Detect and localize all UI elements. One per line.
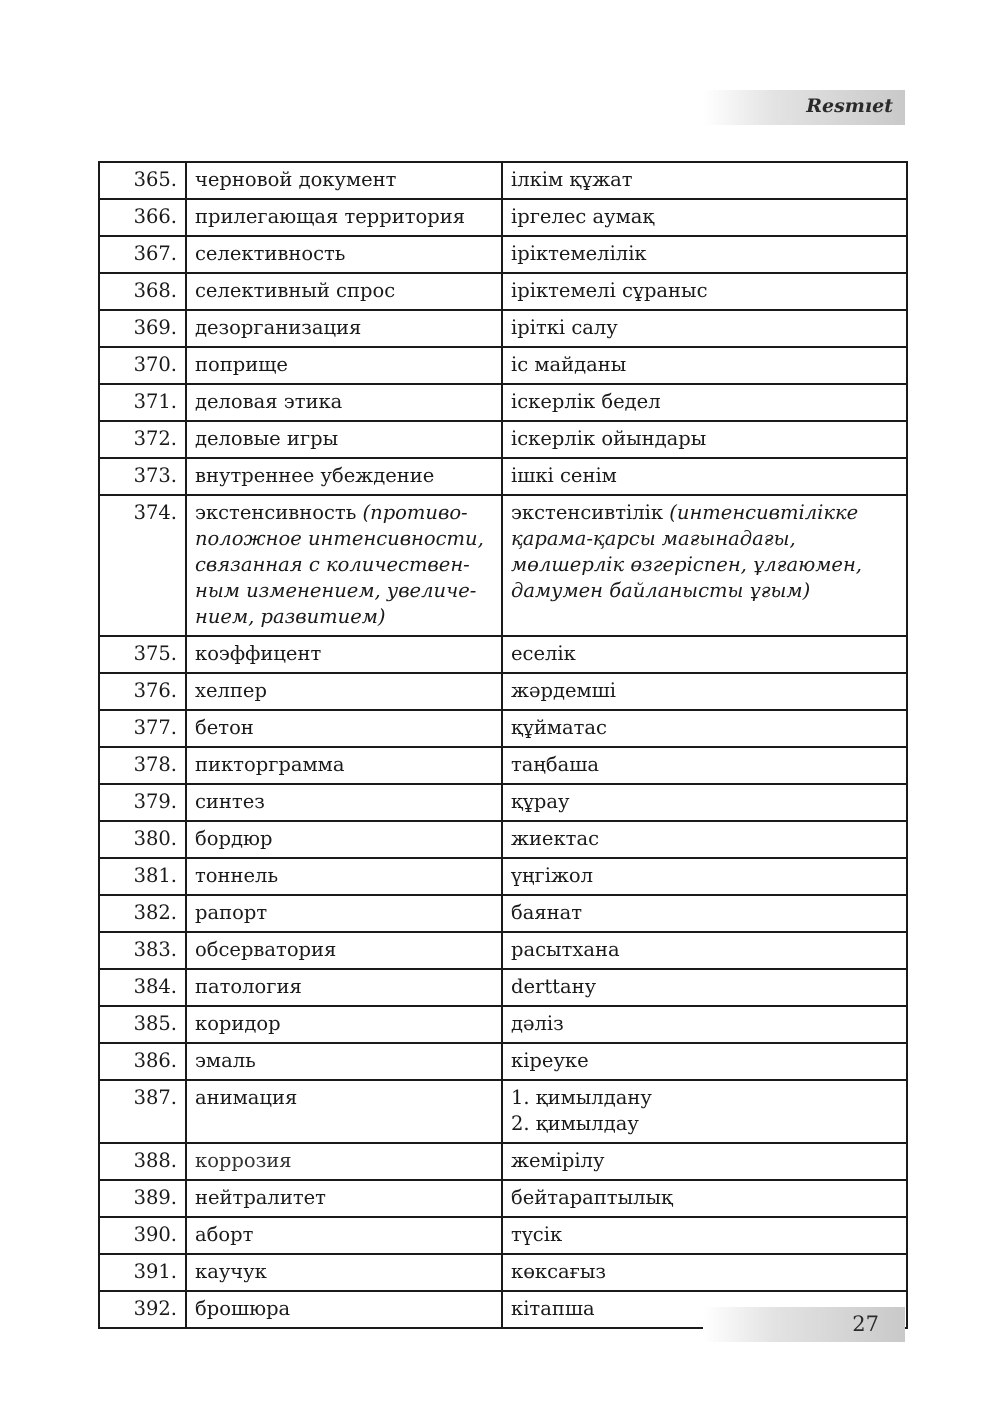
entry-number: 366. [99,199,186,236]
header-band [703,90,905,125]
russian-term-cell [186,495,502,636]
kazakh-term: кіреуке [511,1049,589,1072]
russian-term-cell [186,1143,502,1180]
table-row [99,969,907,1006]
russian-term: синтез [195,790,265,813]
kazakh-term-cell [502,932,907,969]
kazakh-term-cell [502,458,907,495]
russian-term: деловая этика [195,390,343,413]
kazakh-term: жәрдемші [511,679,617,702]
entry-number: 376. [99,673,186,710]
kazakh-term: дәліз [511,1012,564,1035]
table-row [99,421,907,458]
kazakh-term: іскерлік ойындары [511,427,707,450]
kazakh-term: құрау [511,790,570,813]
kazakh-term: ілкім құжат [511,168,633,191]
russian-term-cell [186,1180,502,1217]
table-row [99,710,907,747]
entry-number: 365. [99,162,186,199]
entry-number: 369. [99,310,186,347]
kazakh-term: іскерлік бедел [511,390,661,413]
russian-term: аборт [195,1223,254,1246]
entry-number: 387. [99,1080,186,1143]
kazakh-term: түсік [511,1223,563,1246]
table-row [99,162,907,199]
russian-term: коридор [195,1012,281,1035]
kazakh-term: 1. қимылдану [511,1086,652,1109]
page-number: 27 [852,1312,879,1336]
russian-term: селективный спрос [195,279,396,302]
table-row [99,273,907,310]
russian-term: внутреннее убеждение [195,464,435,487]
entry-number: 368. [99,273,186,310]
russian-term-cell [186,710,502,747]
kazakh-term: үңгіжол [511,864,594,887]
russian-term-cell [186,932,502,969]
russian-term-cell [186,384,502,421]
table-row [99,347,907,384]
russian-term: эмаль [195,1049,256,1072]
kazakh-term-cell [502,821,907,858]
entry-number: 378. [99,747,186,784]
russian-term-cell [186,199,502,236]
table-row [99,1180,907,1217]
kazakh-term-cell [502,710,907,747]
kazakh-term: іріктемелі сұраныс [511,279,708,302]
russian-term: коэффицент [195,642,322,665]
entry-number: 389. [99,1180,186,1217]
entry-number: 370. [99,347,186,384]
kazakh-term: іріткі салу [511,316,618,339]
kazakh-term: таңбаша [511,753,600,776]
russian-term: деловые игры [195,427,339,450]
russian-term: экстенсивность [195,501,357,524]
kazakh-term: жиектас [511,827,599,850]
entry-number: 380. [99,821,186,858]
glossary-body [99,162,907,1328]
entry-number: 367. [99,236,186,273]
entry-number: 391. [99,1254,186,1291]
glossary-table [98,161,908,1329]
table-row [99,1080,907,1143]
entry-number: 372. [99,421,186,458]
entry-number: 374. [99,495,186,636]
kazakh-term-note: (интенсивтілікке қарама-қарсы мағынадағы, мөлшерлік өзгеріспен, ұлғаюмен, дамумен байланысты ұғым) [511,501,863,602]
kazakh-term-cell [502,384,907,421]
kazakh-term-cell [502,162,907,199]
footer-band [703,1307,905,1342]
russian-term: прилегающая территория [195,205,466,228]
entry-number: 382. [99,895,186,932]
russian-term-cell [186,1291,502,1328]
russian-term: поприще [195,353,288,376]
kazakh-term-cell [502,495,907,636]
russian-term: тоннель [195,864,279,887]
russian-term-note: (противо-положное интенсивности, связанная с количествен-ным изменением, увеличе-нием, развитием) [195,501,484,628]
kazakh-term: іріктемелілік [511,242,647,265]
kazakh-term-cell [502,636,907,673]
kazakh-term-cell [502,1080,907,1143]
table-row [99,784,907,821]
russian-term-cell [186,969,502,1006]
kazakh-term-cell [502,1143,907,1180]
kazakh-term-cell [502,1180,907,1217]
table-row [99,1143,907,1180]
kazakh-term: derttану [511,975,597,998]
entry-number: 390. [99,1217,186,1254]
kazakh-term-cell [502,747,907,784]
russian-term-cell [186,236,502,273]
kazakh-term: құйматас [511,716,607,739]
kazakh-term-cell [502,1254,907,1291]
russian-term-cell [186,347,502,384]
table-row [99,1254,907,1291]
russian-term-cell [186,421,502,458]
table-row [99,747,907,784]
entry-number: 386. [99,1043,186,1080]
russian-term: дезорганизация [195,316,362,339]
table-row [99,458,907,495]
russian-term: пикторграмма [195,753,345,776]
table-row [99,199,907,236]
russian-term: хелпер [195,679,267,702]
kazakh-term-cell [502,236,907,273]
entry-number: 373. [99,458,186,495]
table-row [99,1217,907,1254]
russian-term-cell [186,895,502,932]
entry-number: 383. [99,932,186,969]
kazakh-term-cell [502,784,907,821]
running-header-title: Resmıet [806,95,893,117]
russian-term: коррозия [195,1149,292,1172]
kazakh-term: іргелес аумақ [511,205,655,228]
russian-term-cell [186,821,502,858]
kazakh-term-cell [502,1043,907,1080]
russian-term-cell [186,1043,502,1080]
kazakh-term: баянат [511,901,583,924]
entry-number: 381. [99,858,186,895]
kazakh-term-cell [502,1217,907,1254]
table-row [99,636,907,673]
russian-term: селективность [195,242,346,265]
kazakh-term: бейтараптылық [511,1186,673,1209]
kazakh-term-cell [502,199,907,236]
table-row [99,673,907,710]
entry-number: 379. [99,784,186,821]
russian-term-cell [186,784,502,821]
entry-number: 377. [99,710,186,747]
kazakh-term: еселік [511,642,576,665]
russian-term: бордюр [195,827,273,850]
russian-term: каучук [195,1260,267,1283]
kazakh-term: жемірілу [511,1149,605,1172]
kazakh-term: көксағыз [511,1260,607,1283]
russian-term: черновой документ [195,168,397,191]
russian-term-cell [186,858,502,895]
russian-term-cell [186,1254,502,1291]
kazakh-term-cell [502,1006,907,1043]
table-row [99,236,907,273]
kazakh-term: іс майданы [511,353,627,376]
russian-term-cell [186,162,502,199]
russian-term-cell [186,636,502,673]
table-row [99,895,907,932]
entry-number: 392. [99,1291,186,1328]
kazakh-term: ішкі сенім [511,464,617,487]
kazakh-term-cell [502,273,907,310]
kazakh-term-cell [502,347,907,384]
kazakh-term-cell [502,421,907,458]
russian-term-cell [186,673,502,710]
russian-term-cell [186,1006,502,1043]
kazakh-term-cell [502,858,907,895]
russian-term: нейтралитет [195,1186,326,1209]
entry-number: 375. [99,636,186,673]
russian-term: патология [195,975,302,998]
russian-term: рапорт [195,901,268,924]
russian-term: анимация [195,1086,298,1109]
table-row [99,384,907,421]
kazakh-term-cell [502,969,907,1006]
entry-number: 385. [99,1006,186,1043]
table-row [99,310,907,347]
kazakh-term-variant: 2. қимылдау [511,1112,639,1135]
kazakh-term: экстенсивтілік [511,501,664,524]
kazakh-term-cell [502,310,907,347]
kazakh-term-cell [502,895,907,932]
table-row [99,1006,907,1043]
russian-term: брошюра [195,1297,291,1320]
russian-term-cell [186,458,502,495]
russian-term-cell [186,747,502,784]
entry-number: 388. [99,1143,186,1180]
table-row [99,495,907,636]
kazakh-term: кітапша [511,1297,595,1320]
table-row [99,932,907,969]
kazakh-term: расытхана [511,938,620,961]
russian-term-cell [186,310,502,347]
russian-term-cell [186,273,502,310]
russian-term-cell [186,1217,502,1254]
entry-number: 371. [99,384,186,421]
russian-term-cell [186,1080,502,1143]
table-row [99,821,907,858]
entry-number: 384. [99,969,186,1006]
russian-term: бетон [195,716,254,739]
table-row [99,1043,907,1080]
kazakh-term-cell [502,673,907,710]
table-row [99,858,907,895]
russian-term: обсерватория [195,938,337,961]
